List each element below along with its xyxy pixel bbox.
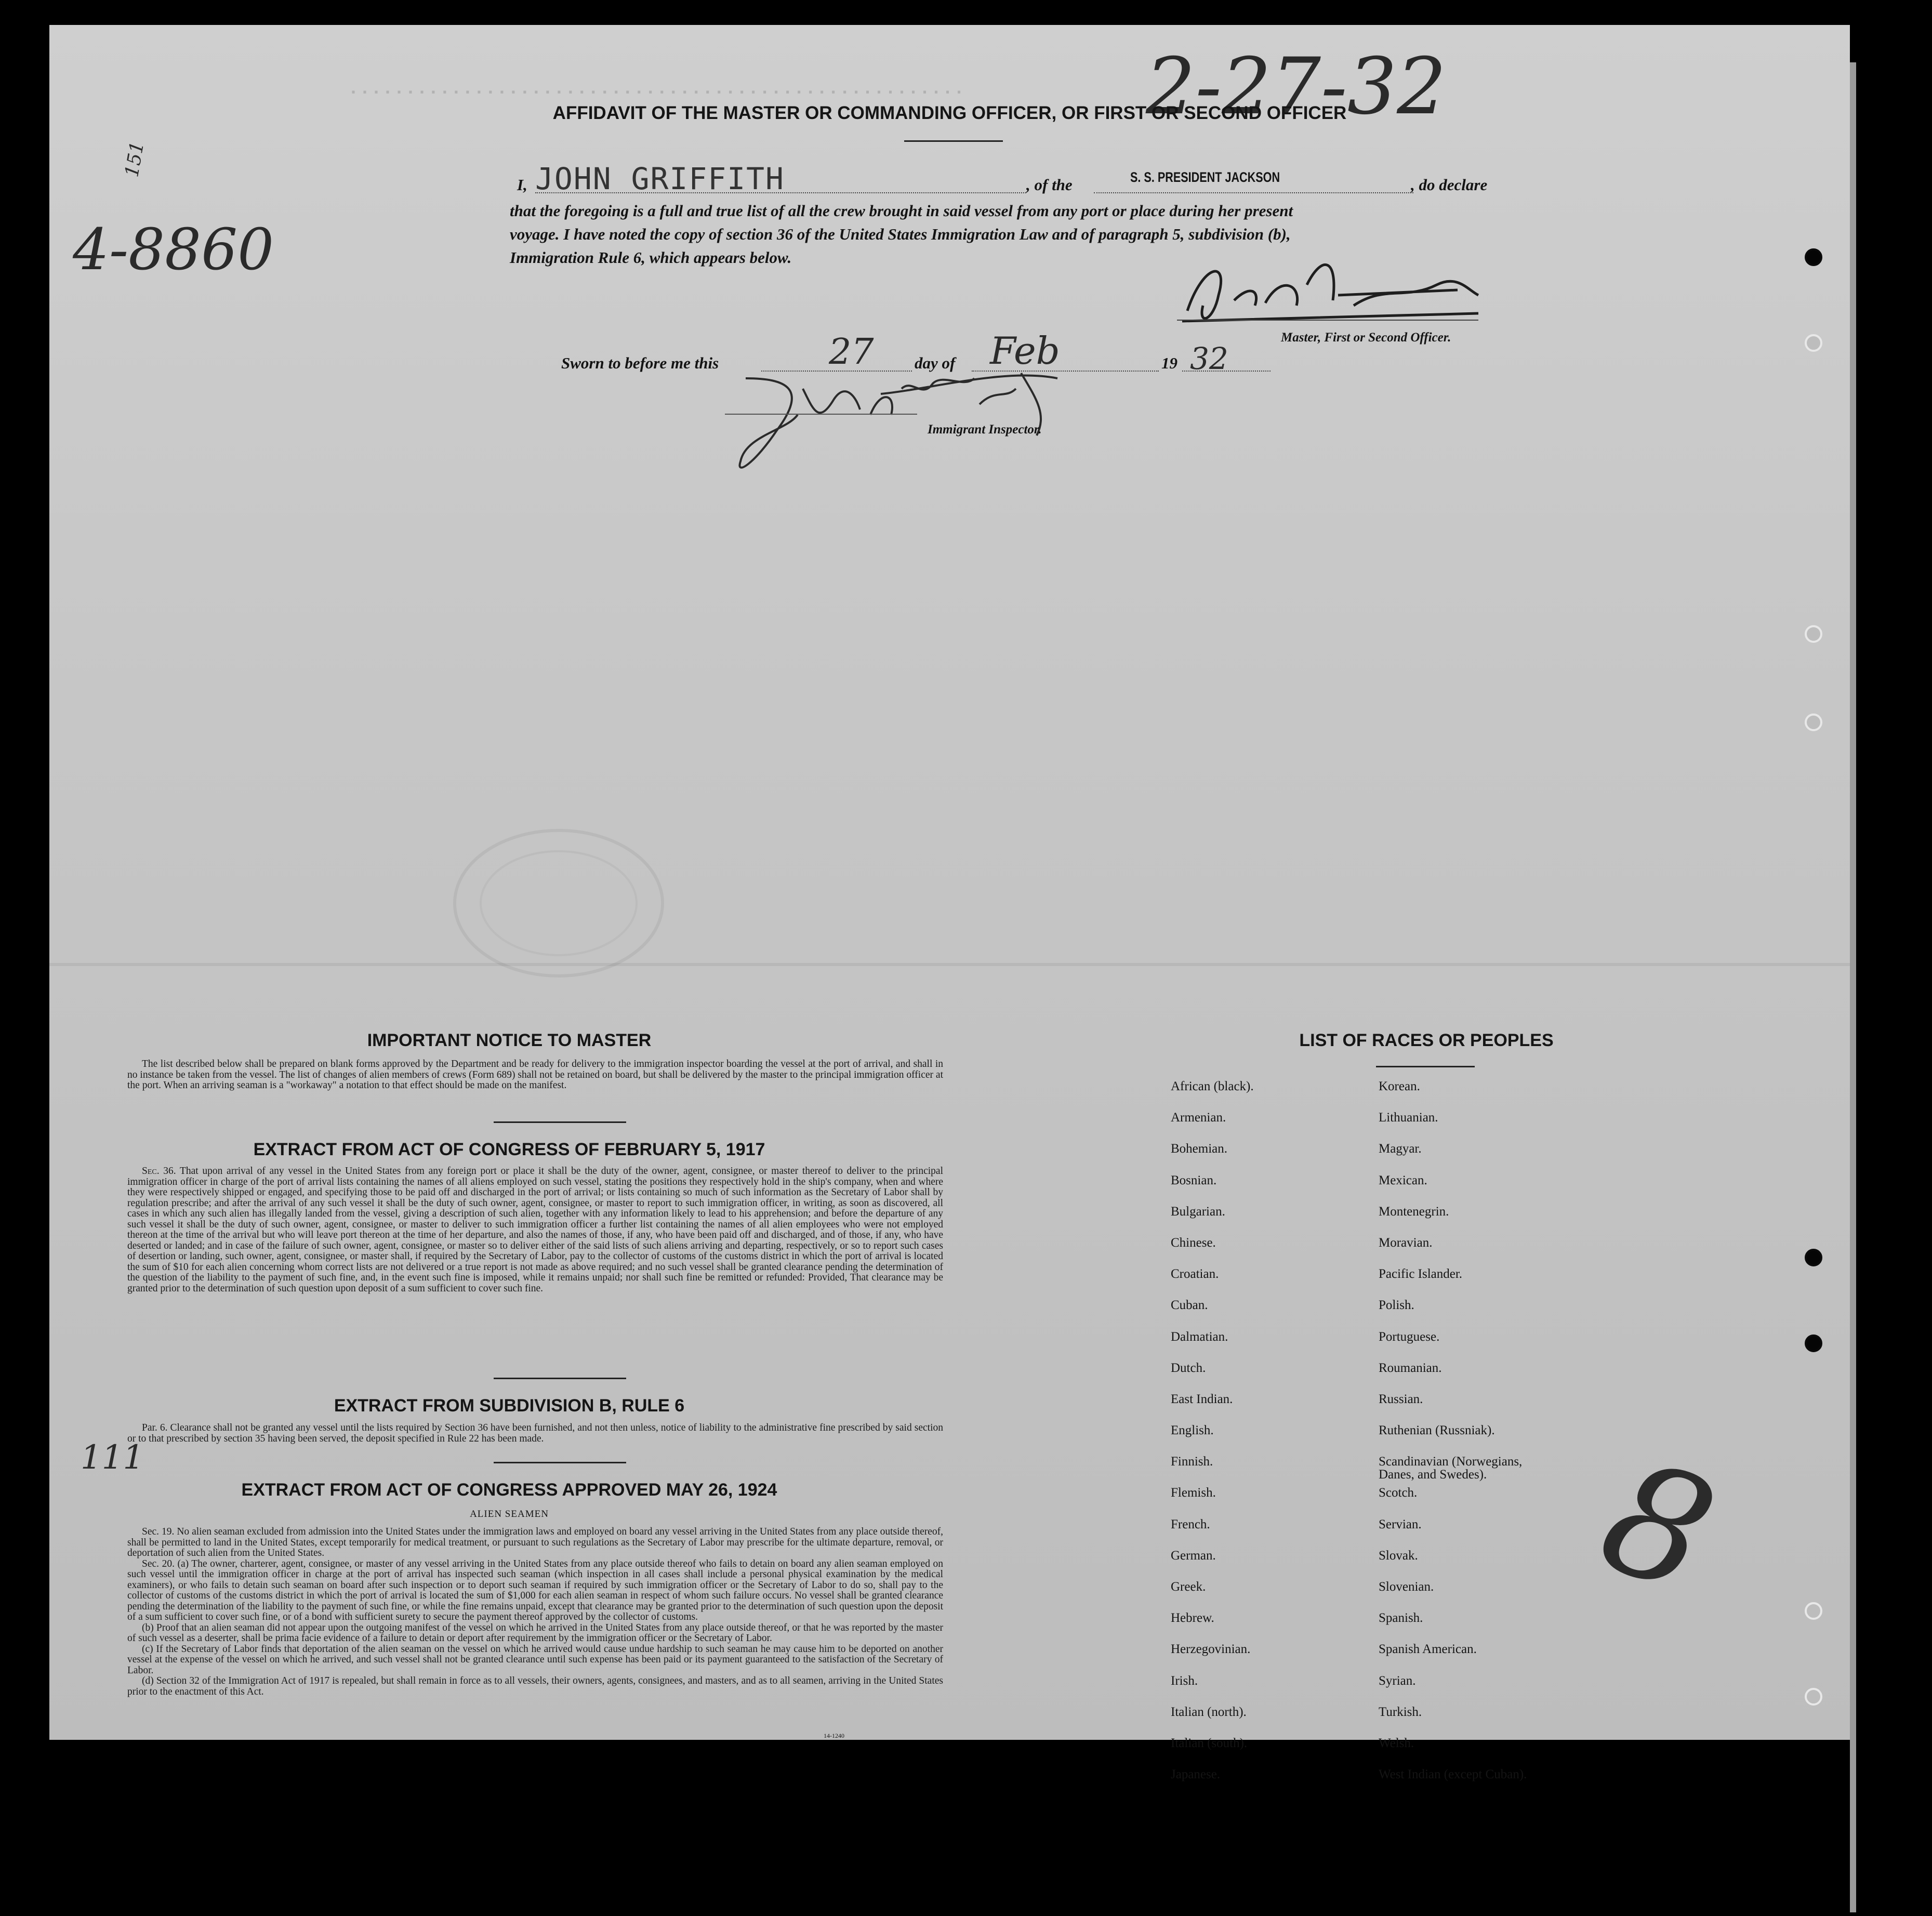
master-name-line	[535, 192, 1026, 193]
signature-caption: Master, First or Second Officer.	[1281, 331, 1451, 345]
year-prefix: 19	[1161, 354, 1177, 372]
race-item: Herzegovinian.	[1171, 1642, 1251, 1657]
race-item-multiline: Scandinavian (Norwegians, Danes, and Swedes).	[1379, 1455, 1523, 1482]
vessel-name-line	[1094, 192, 1413, 193]
race-item: Turkish.	[1379, 1704, 1422, 1719]
year-suffix: 32	[1190, 341, 1228, 376]
punch-hole	[1805, 248, 1822, 266]
race-item: Montenegrin.	[1379, 1204, 1449, 1219]
signature-line	[1177, 320, 1478, 321]
race-item: Bosnian.	[1171, 1173, 1217, 1187]
extract-rule6-body	[127, 1423, 943, 1444]
left-small-annotation: 151	[121, 140, 149, 179]
day-of-label: day of	[915, 354, 956, 372]
race-item: Greek.	[1171, 1580, 1206, 1594]
race-item: Bohemian.	[1171, 1142, 1228, 1156]
extract-1924-subtitle: ALIEN SEAMEN	[470, 1509, 549, 1519]
race-item: Welsh.	[1379, 1736, 1414, 1750]
race-item: Hebrew.	[1171, 1611, 1214, 1626]
declaration-line-3: Immigration Rule 6, which appears below.	[510, 248, 792, 267]
top-date-text: 2-27-32	[1146, 42, 1447, 132]
year-line	[1182, 371, 1271, 372]
race-item: Servian.	[1379, 1517, 1422, 1531]
of-the-label: , of the	[1026, 176, 1073, 194]
extract-rule6-rule	[494, 1462, 626, 1463]
extract-rule6-title: EXTRACT FROM SUBDIVISION B, RULE 6	[334, 1396, 685, 1416]
extract-1924-paragraph-1: Sec. 19. No alien seaman excluded from admission into the United States under the immigration laws and employed on board any vessel arriving in the United States from any place outside thereof, shall be permitted to land in the United States, except temporarily for medical treatment, or pursuant to such regulations as the Secretary of Labor may prescribe for the ultimate departure, removal, or deportation of such alien from the United States.	[127, 1526, 943, 1558]
notice-title: IMPORTANT NOTICE TO MASTER	[367, 1030, 652, 1050]
race-item: Italian (south).	[1171, 1736, 1248, 1750]
race-item	[1379, 1455, 1555, 1486]
notice-paragraph: The list described below shall be prepared on blank forms approved by the Department and be ready for delivery to the immigration inspector boarding the vessel at the port of arrival, and shall in no instance be taken from the vessel. The list of changes of alien members of crews (Form 689) shall not be retained on board, but shall be delivered by the master to the principal immigration officer at the port. When an arriving seaman is a "workaway" a notation to that effect should be made on the manifest.	[127, 1059, 943, 1091]
declaration-line-2: voyage. I have noted the copy of section 36 of the United States Immigration Law and of paragraph 5, subdivision (b),	[510, 225, 1291, 243]
race-item: Scotch.	[1379, 1486, 1418, 1500]
sworn-day: 27	[829, 332, 874, 373]
races-title: LIST OF RACES OR PEOPLES	[1299, 1030, 1554, 1050]
race-item: Roumanian.	[1379, 1360, 1442, 1375]
race-item: Portuguese.	[1379, 1329, 1440, 1344]
races-left-column	[1171, 1080, 1254, 1799]
race-item: Dutch.	[1171, 1360, 1206, 1375]
title-rule	[904, 140, 1003, 142]
race-item: Magyar.	[1379, 1142, 1422, 1156]
extract-1917-title: EXTRACT FROM ACT OF CONGRESS OF FEBRUARY 5, 1917	[253, 1140, 765, 1159]
master-signature	[1167, 254, 1504, 337]
inspector-signature	[714, 358, 1120, 487]
race-item: Croatian.	[1171, 1267, 1219, 1281]
punch-hole	[1805, 625, 1822, 643]
race-item: Finnish.	[1171, 1455, 1213, 1469]
races-right-column	[1379, 1080, 1555, 1799]
race-item: Polish.	[1379, 1298, 1414, 1313]
race-item: East Indian.	[1171, 1392, 1233, 1406]
left-number-text: 4-8860	[73, 216, 274, 283]
faded-seal	[449, 836, 668, 960]
extract-rule6-text: Par. 6. Clearance shall not be granted any vessel until the lists required by Section 36 have been furnished, and not then unless, notice of liability to the administrative fine prescribed by said section or to that prescribed by section 35 having been served, the deposit specified in Rule 22 has been made.	[127, 1422, 943, 1444]
race-item: German.	[1171, 1548, 1216, 1563]
extract-1917-section-label: Sec. 36.	[142, 1166, 176, 1177]
race-item: Spanish American.	[1379, 1642, 1477, 1657]
race-item: English.	[1171, 1423, 1214, 1438]
left-mark-annotation: 111	[81, 1438, 144, 1477]
punch-hole	[1805, 1334, 1822, 1352]
extract-1924-paragraph-5: (d) Section 32 of the Immigration Act of 1917 is repealed, but shall remain in force as to all vessels, their owners, agents, consignees, and masters, and as to all seamen, arriving in the United States prior to the enactment of this Act.	[127, 1675, 943, 1697]
race-item: Italian (north).	[1171, 1704, 1247, 1719]
race-item: Ruthenian (Russniak).	[1379, 1423, 1495, 1438]
punch-hole	[1805, 334, 1822, 352]
race-item: French.	[1171, 1517, 1210, 1531]
extract-1917-rule	[494, 1378, 626, 1379]
race-item: Moravian.	[1379, 1235, 1433, 1250]
extract-1924-title: EXTRACT FROM ACT OF CONGRESS APPROVED MAY 26, 1924	[241, 1480, 777, 1500]
extract-1924-paragraph-3: (b) Proof that an alien seaman did not appear upon the outgoing manifest of the vessel on which he arrived in the United States from any place outside thereof, or that he was reported by the master of such vessel as a deserter, shall be prima facie evidence of a failure to detain or deport after requirement by the immigration officer or the Secretary of Labor.	[127, 1622, 943, 1644]
notice-text	[127, 1059, 943, 1091]
document-page	[49, 25, 1850, 1782]
affidavit-title: AFFIDAVIT OF THE MASTER OR COMMANDING OFFICER, OR FIRST OR SECOND OFFICER	[552, 103, 1347, 123]
i-label: I,	[517, 176, 527, 194]
extract-1917-text: That upon arrival of any vessel in the United States from any foreign port or place it shall be the duty of the owner, agent, consignee, or master thereof to deliver to the principal immigration officer in charge of the port of arrival lists containing the names of all aliens employed on such vessel, stating the positions they respectively hold in the ship's company, when and where they were respectively shipped or engaged, and specifying those to be paid off and discharged in the port of arrival; or lists containing so much of such information as the Secretary of Labor shall by regulation prescribe; and after the arrival of any such vessel it shall be the duty of such owner, agent, consignee, or master to report to such immigration officer, in writing, as soon as discovered, all cases in which any such alien has illegally landed from the vessel, giving a description of such alien, together with any information likely to lead to his apprehension; and before the departure of any such vessel it shall be the duty of such owner, agent, consignee, or master to deliver to such immigration officer a further list containing the names of all alien employees who were not employed thereon at the time of the arrival but who will leave port thereon at the time of her departure, and also the names of those, if any, who have been paid off and discharged, and of those, if any, who have deserted or landed; and in case of the failure of such owner, agent, consignee, or master so to deliver either of the said lists of such aliens arriving and departing, respectively, or so to report such cases of desertion or landing, such owner, agent, consignee, or master shall, if required by the Secretary of Labor, pay to the collector of customs of the customs district in which the port of arrival is located the sum of $10 for each alien concerning whom correct lists are not delivered or a true report is not made as above required; and no such vessel shall be granted clearance pending the determination of the question of the liability to the payment of such fine, and, in the event such fine is imposed, while it remains unpaid; nor shall such fine be remitted or refunded: Provided, That clearance may be granted prior to the determination of such question upon deposit of a sum sufficient to cover such fine.	[127, 1166, 943, 1294]
race-item: Mexican.	[1379, 1173, 1427, 1187]
race-item: Lithuanian.	[1379, 1111, 1438, 1125]
form-number: 14-1240	[824, 1732, 844, 1739]
race-item: Chinese.	[1171, 1235, 1216, 1250]
punch-hole	[1805, 1602, 1822, 1620]
extract-1924-paragraph-2: Sec. 20. (a) The owner, charterer, agent, consignee, or master of any vessel arriving in the United States from any place outside thereof who fails to detain on board any alien seaman employed on such vessel until the immigration officer in charge at the port of arrival has inspected such seaman (which inspection in all cases shall include a personal physical examination by the medical examiners), or who fails to detain such seaman on board after such inspection or to deport such seaman if required by such immigration officer or the Secretary of Labor to do so, shall pay to the collector of customs of the customs district in which the port of arrival is located the sum of $1,000 for each alien seaman in respect of whom such failure occurs. No vessel shall be granted clearance pending the determination of the liability to the payment of such fine, or while the fine remains unpaid, except that clearance may be granted prior to the determination of such question upon the deposit of a sum sufficient to cover such fine, or of a bond with sufficient surety to secure the payment thereof approved by the collector of customs.	[127, 1558, 943, 1622]
right-number-annotation: 8	[1580, 1424, 1736, 1629]
declaration-line-1: that the foregoing is a full and true list of all the crew brought in said vessel from any port or place during her present	[510, 202, 1293, 220]
punch-hole	[1805, 713, 1822, 731]
top-date-annotation	[1141, 35, 1660, 150]
vessel-name: S. S. PRESIDENT JACKSON	[1130, 169, 1280, 185]
master-name: JOHN GRIFFITH	[535, 161, 785, 196]
inspector-caption: Immigrant Inspector.	[928, 422, 1042, 437]
race-item: Japanese.	[1171, 1767, 1221, 1782]
race-item: Korean.	[1379, 1079, 1420, 1093]
bleed-through-text: · · · · · · · · · · · · · · · · · · · · · · · · · · · · · · · · · · · · · · · · · · · · · · · · · · · · · ·	[351, 82, 963, 103]
punch-hole	[1805, 1249, 1822, 1266]
extract-1917-body	[127, 1166, 943, 1294]
left-number-annotation	[73, 150, 281, 306]
sworn-label: Sworn to before me this	[561, 354, 719, 372]
race-item: Cuban.	[1171, 1298, 1208, 1313]
race-item: Syrian.	[1379, 1673, 1416, 1688]
race-item: Flemish.	[1171, 1486, 1216, 1500]
page-edge	[1850, 62, 1856, 1912]
race-item: Armenian.	[1171, 1111, 1226, 1125]
sworn-month: Feb	[990, 329, 1060, 373]
race-item: Bulgarian.	[1171, 1204, 1225, 1219]
race-item: Slovenian.	[1379, 1580, 1434, 1594]
do-declare-label: , do declare	[1411, 176, 1488, 194]
extract-1924-paragraph-4: (c) If the Secretary of Labor finds that deportation of the alien seaman on the vessel on which he arrived would cause undue hardship to such seaman he may cause him to be deported on another vessel at the expense of the vessel on which he arrived, and such vessel shall not be granted clearance until such expense has been paid or its payment guaranteed to the satisfaction of the Secretary of Labor.	[127, 1643, 943, 1676]
punch-hole	[1805, 1688, 1822, 1706]
race-item: West Indian (except Cuban).	[1379, 1767, 1527, 1782]
race-item: Russian.	[1379, 1392, 1423, 1406]
extract-1924-body	[127, 1527, 943, 1697]
race-item: African (black).	[1171, 1079, 1254, 1093]
races-rule	[1376, 1066, 1475, 1067]
inspector-line	[725, 414, 917, 415]
race-item: Irish.	[1171, 1673, 1198, 1688]
race-item: Dalmatian.	[1171, 1329, 1228, 1344]
race-item: Pacific Islander.	[1379, 1267, 1463, 1281]
race-item: Spanish.	[1379, 1611, 1423, 1626]
notice-rule	[494, 1121, 626, 1123]
race-item: Slovak.	[1379, 1548, 1418, 1563]
